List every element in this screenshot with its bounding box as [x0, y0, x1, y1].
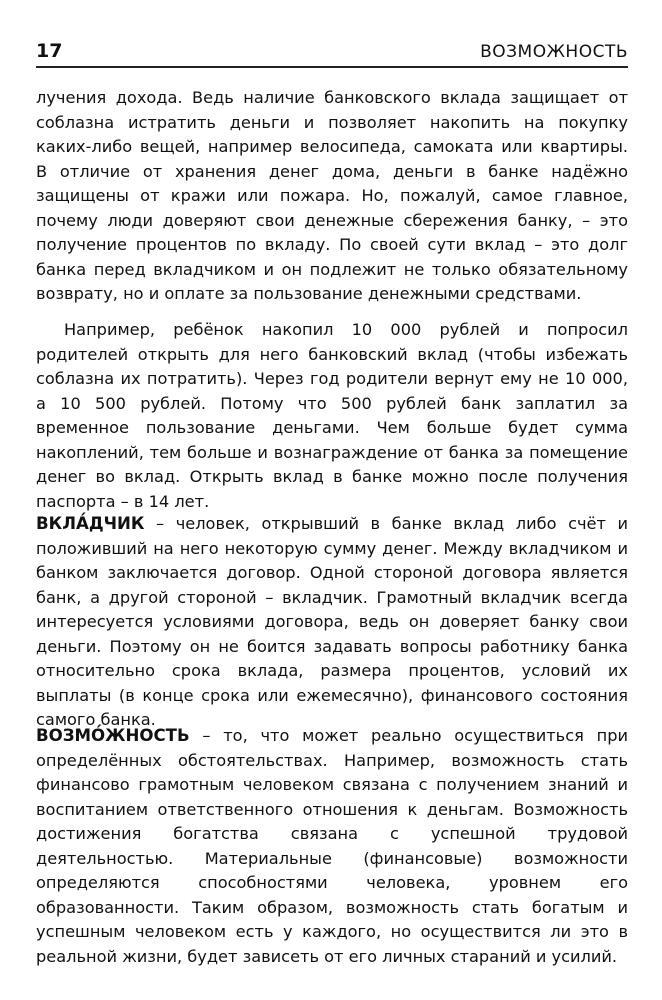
continuation-paragraph-block	[36, 86, 628, 307]
entry-paragraph	[36, 512, 628, 733]
continuation-paragraph: лучения дохода. Ведь наличие банковского вклада защищает от соблазна истратить деньги и позволяет накопить на покупку каких-либо вещей, например велосипеда, самоката или квартиры. В отличие от хранения денег дома, деньги в банке надёжно защищены от кражи или пожара. Но, пожалуй, самое главное, почему люди доверяют свои денежные сбережения банку, – это получение процентов по вкладу. По своей сути вклад – это долг банка перед вкладчиком и он подлежит не только обязательному возврату, но и оплате за пользование денежными средствами.	[36, 88, 628, 303]
entry-term: ВКЛА́ДЧИК	[36, 514, 145, 533]
page-number: 17	[36, 40, 63, 62]
entry-paragraph	[36, 724, 628, 969]
example-paragraph-block	[36, 318, 628, 514]
page-header	[36, 40, 628, 68]
example-paragraph: Например, ребёнок накопил 10 000 рублей и попросил родителей открыть для него банковский вклад (чтобы избежать соблазна их потратить). Через год родители вернут ему не 10 000, а 10 500 рублей. Потому что 500 рублей банк заплатил за временное пользование деньгами. Чем больше будет сумма накоплений, тем больше и вознаграждение от банка за помещение денег во вклад. Открыть вклад в банке можно после получения паспорта – в 14 лет.	[36, 320, 628, 511]
entry-definition: – то, что может реально осуществиться при определённых обстоятельствах. Например, возможность стать финансово грамотным человеком связана с получением знаний и воспитанием ответственного отношения к деньгам. Возможность достижения богатства связана с успешной трудовой деятельностью. Материальные (финансовые) возможности определяются способностями человека, уровнем его образованности. Таким образом, возможность стать богатым и успешным человеком есть у каждого, но осуществится ли это в реальной жизни, будет зависеть от его личных стараний и усилий.	[36, 726, 628, 966]
running-head: ВОЗМОЖНОСТЬ	[480, 42, 628, 62]
entry-vkladchik	[36, 512, 628, 733]
entry-term: ВОЗМО́ЖНОСТЬ	[36, 726, 190, 745]
entry-vozmozhnost	[36, 724, 628, 969]
entry-definition: – человек, открывший в банке вклад либо счёт и положивший на него некоторую сумму денег. Между вкладчиком и банком заключается договор. Одной стороной договора является банк, а другой стороной – вкладчик. Грамотный вкладчик всегда интересуется условиями договора, ведь он доверяет банку свои деньги. Поэтому он не боится задавать вопросы работнику банка относительно срока вклада, размера процентов, условий их выплаты (в конце срока или ежемесячно), финансового состояния самого банка.	[36, 514, 628, 729]
